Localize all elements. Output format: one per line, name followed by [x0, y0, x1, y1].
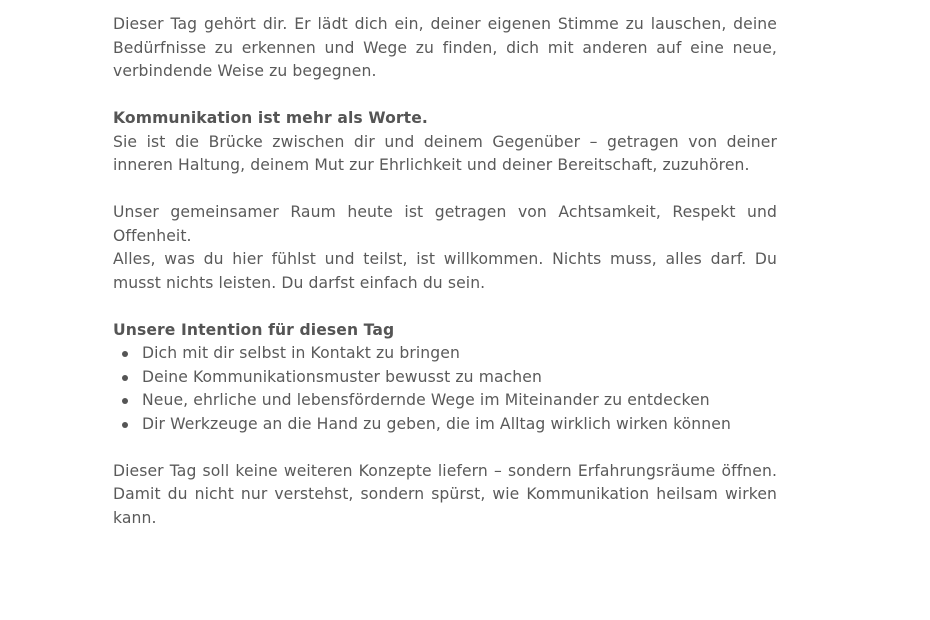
communication-paragraph: Sie ist die Brücke zwischen dir und deinem Gegenüber – getragen von deiner inneren Haltung, deinem Mut zur Ehrlichkeit und deiner Bereitschaft, zuzuhören. — [113, 132, 777, 174]
list-item-text: Neue, ehrliche und lebensfördernde Wege im Miteinander zu entdecken — [142, 391, 710, 409]
intro-paragraph: Dieser Tag gehört dir. Er lädt dich ein, deiner eigenen Stimme zu lauschen, deine Bedürfnisse zu erkennen und Wege zu finden, dich mit anderen auf eine neue, verbindende Weise zu begegnen. — [113, 15, 777, 80]
space-paragraph: Unser gemeinsamer Raum heute ist getragen von Achtsamkeit, Respekt und Offenheit. — [113, 203, 777, 245]
list-item-text: Dir Werkzeuge an die Hand zu geben, die im Alltag wirklich wirken können — [142, 414, 731, 433]
communication-heading: Kommunikation ist mehr als Worte. — [113, 109, 428, 127]
bullet-icon — [122, 375, 128, 381]
bullet-icon — [122, 351, 128, 357]
bullet-icon — [122, 398, 128, 404]
paragraph-spacer — [113, 436, 777, 460]
paragraph-spacer — [113, 178, 777, 202]
list-item — [113, 342, 777, 366]
welcome-paragraph: Alles, was du hier fühlst und teilst, ist willkommen. Nichts muss, alles darf. Du musst nichts leisten. Du darfst einfach du sein. — [113, 250, 777, 292]
list-item-text: Deine Kommunikationsmuster bewusst zu machen — [142, 367, 542, 386]
intention-heading: Unsere Intention für diesen Tag — [113, 320, 395, 339]
intention-list — [113, 342, 777, 436]
document-body — [113, 13, 777, 530]
bullet-icon — [122, 422, 128, 428]
paragraph-spacer — [113, 295, 777, 319]
paragraph-spacer — [113, 84, 777, 108]
closing-paragraph: Dieser Tag soll keine weiteren Konzepte liefern – sondern Erfahrungsräume öffnen. Damit du nicht nur verstehst, sondern spürst, wie Kommunikation heilsam wirken kann. — [113, 461, 777, 527]
list-item — [113, 366, 777, 390]
list-item — [113, 413, 777, 437]
list-item — [113, 389, 777, 413]
list-item-text: Dich mit dir selbst in Kontakt zu bringen — [142, 344, 460, 362]
